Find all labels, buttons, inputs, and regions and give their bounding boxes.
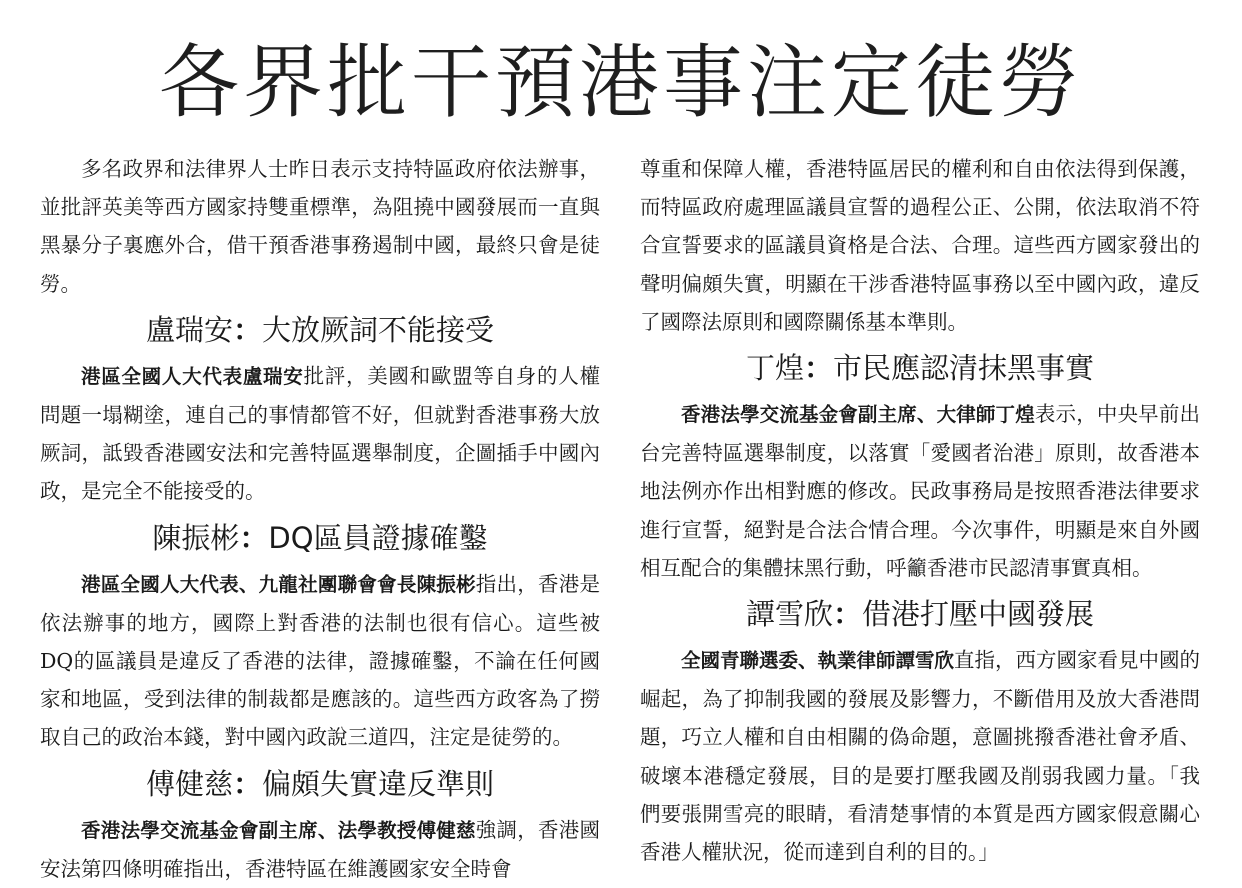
speaker-lead: 香港法學交流基金會副主席、法學教授傅健慈 — [81, 818, 476, 842]
section-paragraph-tam-suetyan — [640, 641, 1200, 871]
subheading-colon: ： — [832, 597, 862, 632]
headline: 各界批干預港事注定徒勞 — [159, 36, 1083, 129]
subheading-title: 偏頗失實違反準則 — [262, 766, 495, 801]
speaker-lead: 全國青聯選委、執業律師譚雪欣 — [681, 649, 955, 673]
subheading-title: 市民應認清抹黑事實 — [833, 351, 1095, 386]
section-paragraph-chan-chunbun — [40, 565, 600, 757]
subheading-lu-ruian — [40, 307, 600, 353]
paragraph-body: 強調，香港國安法第四條明確指出，香港特區在維護國家安全時會 — [40, 817, 600, 881]
subheading-name: 丁煌 — [745, 351, 804, 386]
intro-paragraph: 多名政界和法律界人士昨日表示支持特區政府依法辦事，並批評英美等西方國家持雙重標準，為阻撓中國發展而一直與黑暴分子裏應外合，借干預香港事務遏制中國，最終只會是徒勞。 — [40, 157, 600, 296]
subheading-name: 盧瑞安 — [145, 312, 233, 347]
subheading-fu-jianci — [40, 761, 600, 807]
subheading-title: 大放厥詞不能接受 — [262, 312, 495, 347]
speaker-lead: 港區全國人大代表、九龍社團聯會會長陳振彬 — [81, 572, 476, 596]
paragraph-body: 直指，西方國家看見中國的崛起，為了抑制我國的發展及影響力，不斷借用及放大香港問題，巧立人權和自由相關的偽命題，意圖挑撥香港社會矛盾、破壞本港穩定發展，目的是要打壓我國及削弱我國力量。「我們要張開雪亮的眼睛，看清楚事情的本質是西方國家假意關心香港人權狀況，從而達到自利的目的。」 — [640, 648, 1201, 865]
subheading-chan-chunbun — [40, 515, 600, 561]
subheading-name: 陳振彬 — [152, 520, 240, 555]
section-paragraph-lu-ruian — [40, 357, 600, 511]
subheading-colon: ： — [803, 351, 833, 386]
paragraph-body: 表示，中央早前出台完善特區選舉制度，以落實「愛國者治港」原則，故香港本地法例亦作出相對應的修改。民政事務局是按照香港法律要求進行宣誓，絕對是合法合情合理。今次事件，明顯是來自外國相互配合的集體抹黑行動，呼籲香港市民認清事實真相。 — [640, 402, 1200, 580]
subheading-name: 譚雪欣 — [745, 597, 833, 632]
left-column — [40, 150, 600, 888]
paragraph-body: 批評，美國和歐盟等自身的人權問題一塌糊塗，連自己的事情都管不好，但就對香港事務大放厥詞，詆毀香港國安法和完善特區選舉制度，企圖插手中國內政，是完全不能接受的。 — [40, 363, 600, 504]
subheading-tam-suetyan — [640, 591, 1200, 637]
subheading-ding-huang — [640, 345, 1200, 391]
speaker-lead: 港區全國人大代表盧瑞安 — [81, 364, 304, 388]
subheading-name: 傅健慈 — [145, 766, 233, 801]
section-paragraph-ding-huang — [640, 395, 1200, 587]
speaker-lead: 香港法學交流基金會副主席、大律師丁煌 — [681, 403, 1035, 427]
subheading-title: 借港打壓中國發展 — [862, 597, 1095, 632]
continuation-paragraph: 尊重和保障人權，香港特區居民的權利和自由依法得到保護，而特區政府處理區議員宣誓的過程公正、公開，依法取消不符合宣誓要求的區議員資格是合法、合理。這些西方國家發出的聲明偏頗失實，明顯在干涉香港特區事務以至中國內政，違反了國際法原則和國際關係基本準則。 — [640, 157, 1200, 334]
subheading-title: DQ區員證據確鑿 — [268, 520, 488, 555]
subheading-colon: ： — [239, 520, 269, 555]
right-column — [640, 150, 1200, 871]
paragraph-body: 指出，香港是依法辦事的地方，國際上對香港的法制也很有信心。這些被DQ的區議員是違反了香港的法律，證據確鑿，不論在任何國家和地區，受到法律的制裁都是應該的。這些西方政客為了撈取自己的政治本錢，對中國內政說三道四，注定是徒勞的。 — [40, 571, 600, 750]
subheading-colon: ： — [232, 766, 262, 801]
section-paragraph-fu-jianci — [40, 811, 600, 888]
subheading-colon: ： — [232, 312, 262, 347]
